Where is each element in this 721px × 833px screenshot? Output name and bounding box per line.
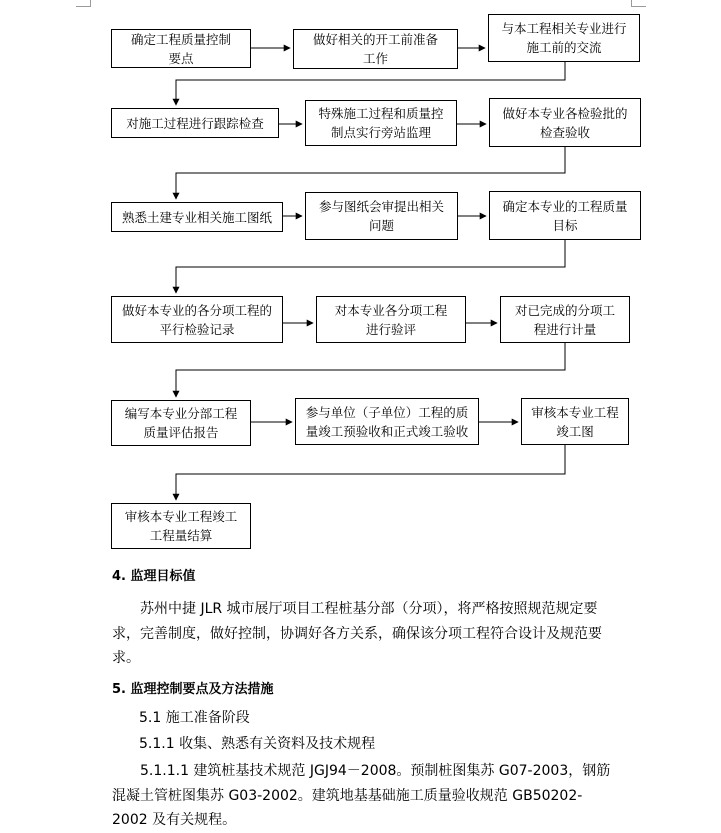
flow-box-12: 对已完成的分项工 程进行计量 [500, 296, 630, 343]
flow-box-8: 参与图纸会审提出相关 问题 [305, 192, 458, 240]
section-5-1-1-1-body [112, 759, 617, 833]
flow-box-3: 与本工程相关专业进行 施工前的交流 [488, 14, 640, 62]
section-5-1-1-heading: 5.1.1 收集、熟悉有关资料及技术规程 [139, 736, 376, 752]
flow-box-15: 审核本专业工程 竣工图 [521, 398, 629, 445]
arrow-b12-b13 [176, 343, 565, 397]
section-5-1-1-1-paragraph: 5.1.1.1 建筑桩基技术规范 JGJ94－2008。预制桩图集苏 G07-2003，钢筋混凝土管桩图集苏 G03-2002。建筑地基基础施工质量验收规范 GB50202-2002 及有关规程。 [112, 763, 611, 828]
flow-box-5: 特殊施工过程和质量控 制点实行旁站监理 [305, 100, 457, 146]
flow-box-1: 确定工程质量控制 要点 [111, 29, 251, 68]
section-5-1-heading: 5.1 施工准备阶段 [139, 710, 250, 726]
flow-box-7: 熟悉土建专业相关施工图纸 [111, 202, 283, 232]
arrow-b9-b10 [176, 240, 565, 293]
flow-box-16: 审核本专业工程竣工 工程量结算 [111, 503, 251, 549]
section-4-heading: 4. 监理目标值 [112, 569, 196, 584]
flow-box-14: 参与单位（子单位）工程的质 量竣工预验收和正式竣工验收 [295, 398, 479, 445]
flow-box-9: 确定本专业的工程质量 目标 [489, 191, 641, 240]
arrow-b15-b16 [176, 445, 565, 500]
flow-box-2: 做好相关的开工前准备 工作 [293, 29, 458, 69]
section-4-body [112, 597, 617, 671]
section-5-heading: 5. 监理控制要点及方法措施 [112, 682, 274, 697]
flow-box-13: 编写本专业分部工程 质量评估报告 [111, 400, 251, 446]
flow-box-4: 对施工过程进行跟踪检查 [111, 108, 279, 138]
flow-box-6: 做好本专业各检验批的 检查验收 [489, 98, 641, 147]
flow-box-11: 对本专业各分项工程 进行验评 [316, 296, 466, 343]
flow-box-10: 做好本专业的各分项工程的 平行检验记录 [111, 296, 283, 343]
section-4-paragraph: 苏州中捷 JLR 城市展厅项目工程桩基分部（分项），将严格按照规范规定要求，完善制度，做好控制，协调好各方关系，确保该分项工程符合设计及规范要求。 [112, 601, 602, 666]
